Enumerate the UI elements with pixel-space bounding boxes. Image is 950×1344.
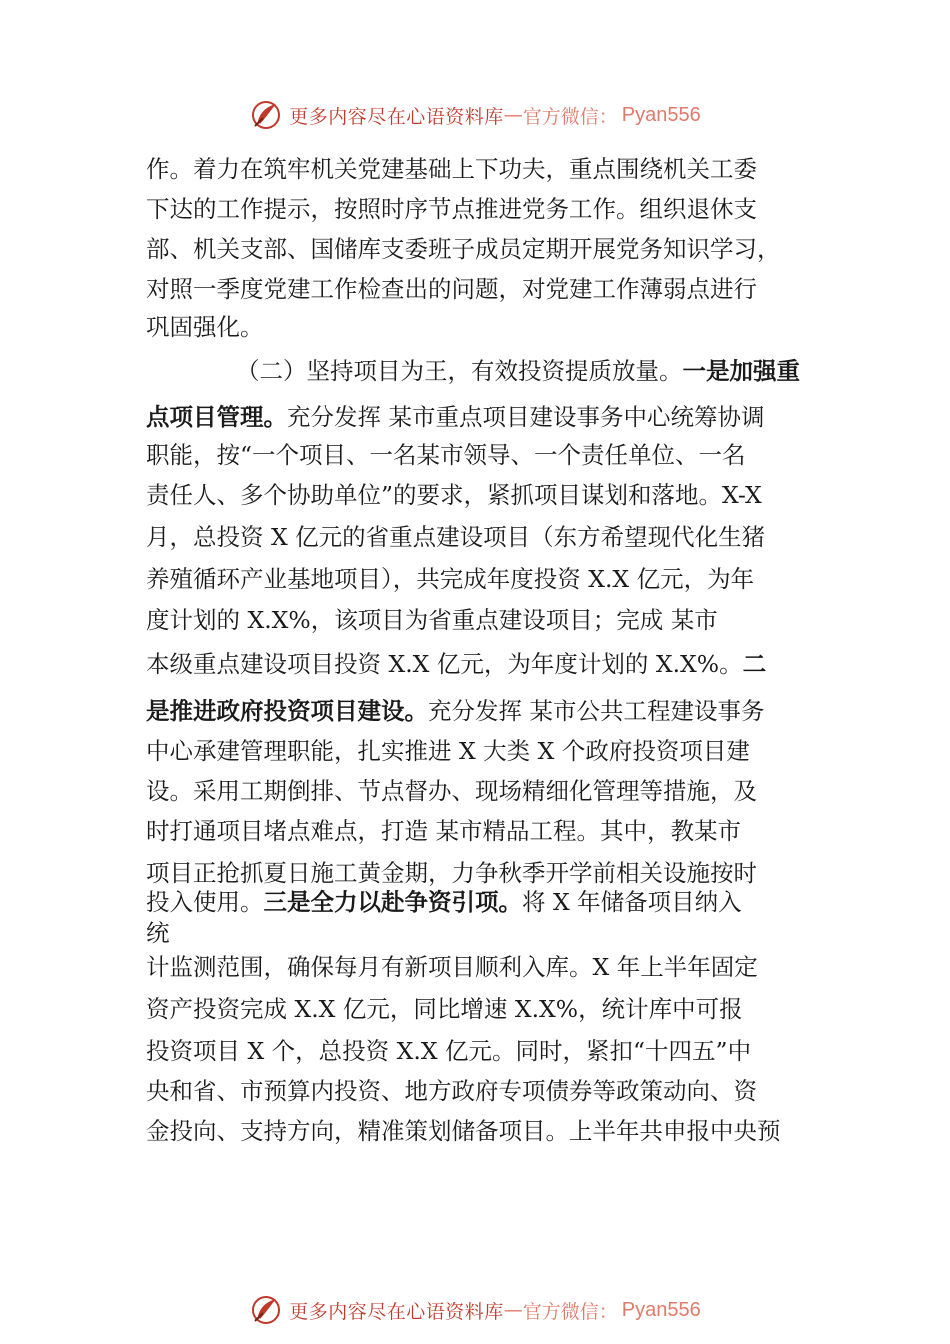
bold-heading-run: 点项目管理。 [146,403,287,431]
text-run: 央和省、市预算内投资、地方政府专项债券等政策动向、资 [146,1077,757,1105]
text-line [146,777,757,805]
text-line [146,235,781,263]
text-line [146,995,743,1023]
watermark-dash: — [503,104,523,126]
text-run: 资产投资完成 X.X 亿元，同比增速 X.X%，统计库中可报 [146,995,743,1023]
text-run: 计监测范围，确保每月有新项目顺利入库。X 年上半年固定 [146,953,758,981]
text-line [146,1037,752,1065]
text-run: 金投向、支持方向，精准策划储备项目。上半年共申报中央预 [146,1117,781,1145]
logo-icon [249,98,283,132]
text-line [146,195,757,223]
text-line [146,697,765,725]
text-line [146,953,758,981]
text-run: 统 [146,919,170,947]
text-line [146,155,757,183]
text-run: 项目正抢抓夏日施工黄金期，力争秋季开学前相关设施按时 [146,859,757,887]
text-run: 责任人、多个协助单位”的要求，紧抓项目谋划和落地。X-X [146,481,762,509]
bold-heading-run: 是推进政府投资项目建设。 [146,697,428,725]
text-run: 本级重点建设项目投资 X.X 亿元，为年度计划的 X.X%。 [146,650,743,678]
watermark-wechat-id: Pyan556 [621,103,701,126]
text-run: 投资项目 X 个，总投资 X.X 亿元。同时，紧扣“十四五”中 [146,1037,752,1065]
text-run: 对照一季度党建工作检查出的问题，对党建工作薄弱点进行 [146,275,757,303]
text-run: 巩固强化。 [146,313,264,341]
text-run: 度计划的 X.X%，该项目为省重点建设项目；完成 某市 [146,606,718,634]
bold-heading-run: 二 [742,650,767,678]
text-line [146,1077,757,1105]
watermark-dash: — [503,1299,523,1321]
text-run: 养殖循环产业基地项目），共完成年度投资 X.X 亿元，为年 [146,565,755,593]
text-line [146,817,741,845]
watermark-label: 官方微信： [522,1300,618,1323]
text-run: 下达的工作提示，按照时序节点推进党务工作。组织退休支 [146,195,757,223]
text-run: 作。着力在筑牢机关党建基础上下功夫，重点围绕机关工委 [146,155,757,183]
text-run: 月，总投资 X 亿元的省重点建设项目（东方希望现代化生猪 [146,523,766,551]
text-line [146,441,746,469]
bold-heading-run: 一是加强重 [682,357,800,385]
watermark-label: 官方微信： [522,105,618,128]
text-line [146,1117,781,1145]
text-run: 将 X 年储备项目纳入 [522,888,742,916]
watermark-site-text: 更多内容尽在心语资料库 [289,1300,504,1323]
logo-icon [249,1293,283,1327]
text-run: 职能，按“一个项目、一名某市领导、一个责任单位、一名 [146,441,746,469]
watermark-wechat-id: Pyan556 [621,1298,701,1321]
text-line [146,888,742,916]
text-line [146,859,757,887]
text-line [146,403,765,431]
text-run: （二）坚持项目为王，有效投资提质放量。 [236,357,683,385]
text-line [146,313,264,341]
text-line [146,650,767,678]
header-watermark [0,95,950,135]
text-line [146,565,755,593]
watermark-site-text: 更多内容尽在心语资料库 [289,105,504,128]
text-run: 充分发挥 某市公共工程建设事务 [428,697,765,725]
text-line [146,523,766,551]
text-line [146,919,170,947]
text-run: 充分发挥 某市重点项目建设事务中心统筹协调 [287,403,765,431]
text-run: 中心承建管理职能，扎实推进 X 大类 X 个政府投资项目建 [146,737,750,765]
text-line [146,606,718,634]
footer-watermark [0,1290,950,1330]
bold-heading-run: 三是全力以赴争资引项。 [263,888,522,916]
text-run: 设。采用工期倒排、节点督办、现场精细化管理等措施，及 [146,777,757,805]
text-line [146,275,757,303]
text-run: 时打通项目堵点难点，打造 某市精品工程。其中，教某市 [146,817,741,845]
text-run: 部、机关支部、国储库支委班子成员定期开展党务知识学习， [146,235,781,263]
text-line [146,481,762,509]
text-run: 投入使用。 [146,888,264,916]
text-line [236,357,800,385]
text-line [146,737,750,765]
